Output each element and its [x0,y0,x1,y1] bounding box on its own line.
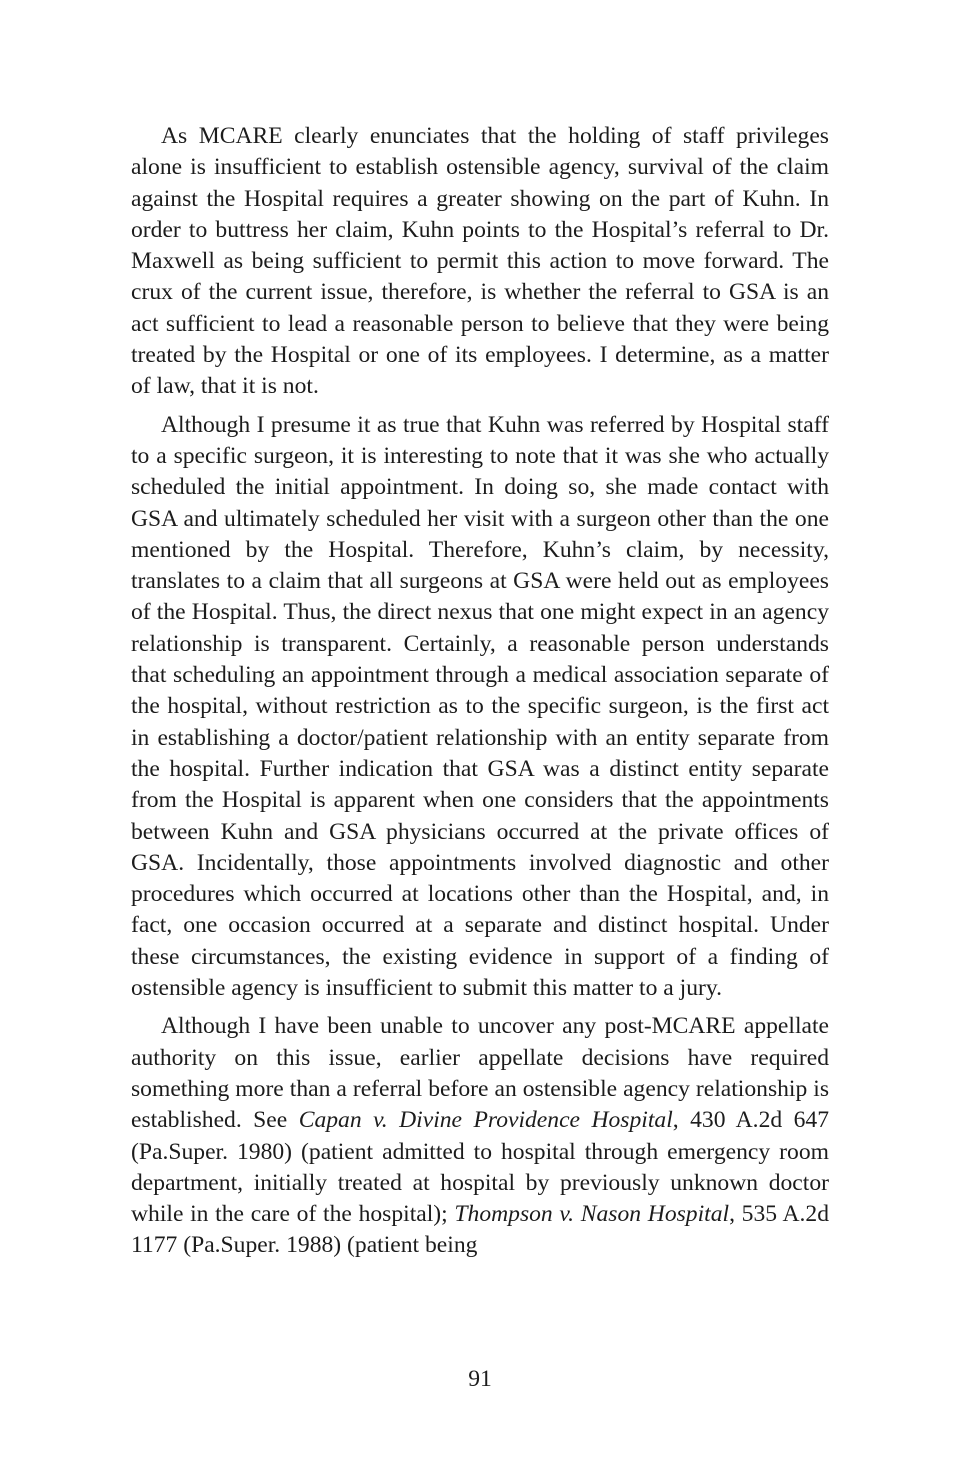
paragraph-3-text-a: Although I have been unable to uncover any post-MCARE appellate authority on this issue, earlier appellate decisions have required something more than a referral before an ostensible agency relationship is established. See [131,1013,829,1134]
case-citation-thompson: Thompson v. Nason Hospital [454,1201,730,1228]
paragraph-1 [131,121,829,403]
paragraph-3 [131,1011,829,1261]
paragraph-2-text: Although I presume it as true that Kuhn was referred by Hospital staff to a specific surgeon, it is interesting to note that it was she who actually scheduled the initial appointment. In doing so, she made contact with GSA and ultimately scheduled her visit with a surgeon other than the one mentioned by the Hospital. Therefore, Kuhn’s claim, by necessity, translates to a claim that all surgeons at GSA were held out as employees of the Hospital. Thus, the direct nexus that one might expect in an agency relationship is transparent. Certainly, a reasonable person understands that scheduling an appointment through a medical association separate of the hospital, without restriction as to the specific surgeon, is the first act in establishing a doctor/patient relationship with an entity separate from the hospital. Further indication that GSA was a distinct entity separate from the Hospital is apparent when one considers that the appointments between Kuhn and GSA physicians occurred at the private offices of GSA. Incidentally, those appointments involved diagnostic and other procedures which occurred at locations other than the Hospital, and, in fact, one occasion occurred at a separate and distinct hospital. Under these circumstances, the existing evidence in support of a finding of ostensible agency is insufficient to submit this matter to a jury. [131,411,829,1002]
page-number: 91 [468,1366,492,1392]
paragraph-3-text-c: , 535 A.2d 1177 (Pa.Super. 1988) (patient being [131,1201,829,1259]
paragraph-3-text-b: , 430 A.2d 647 (Pa.Super. 1980) (patient admitted to hospital through emergency room department, initially treated at hospital by previously unknown doctor while in the care of the hospital); [131,1107,829,1228]
case-citation-capan: Capan v. Divine Providence Hospital [298,1107,673,1134]
paragraph-2 [131,410,829,1005]
body-text [131,121,829,1269]
paragraph-1-text: As MCARE clearly enunciates that the holding of staff privileges alone is insufficient to establish ostensible agency, survival of the claim against the Hospital requires a greater showing on the part of Kuhn. In order to buttress her claim, Kuhn points to the Hospital’s referral to Dr. Maxwell as being sufficient to permit this action to move forward. The crux of the current issue, therefore, is whether the referral to GSA is an act sufficient to lead a reasonable person to believe that they were being treated by the Hospital or one of its employees. I determine, as a matter of law, that it is not. [131,123,829,400]
